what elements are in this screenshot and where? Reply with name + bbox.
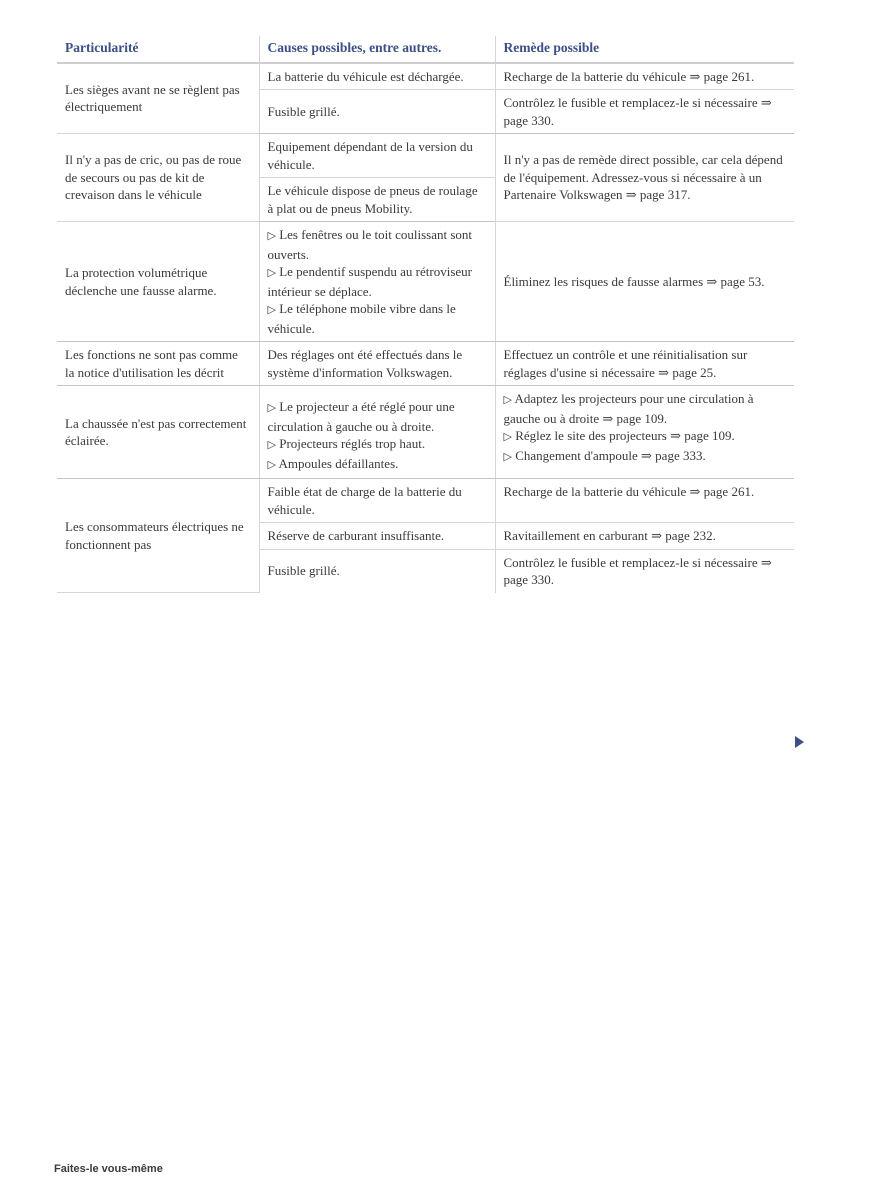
table-row (57, 479, 794, 523)
particularity-cell: Les sièges avant ne se règlent pas électriquement (57, 63, 259, 134)
remedy-cell: Contrôlez le fusible et remplacez-le si nécessaire ⇒ page 330. (495, 90, 794, 134)
table-row (57, 386, 794, 479)
table-row (57, 134, 794, 178)
remedy-cell: Recharge de la batterie du véhicule ⇒ page 261. (495, 63, 794, 90)
remedy-item: ▷ Réglez le site des projecteurs ⇒ page 109. (503, 428, 735, 443)
cause-cell: Faible état de charge de la batterie du véhicule. (259, 479, 495, 523)
remedy-item: ▷ Changement d'ampoule ⇒ page 333. (503, 447, 706, 463)
remedy-cell: Ravitaillement en carburant ⇒ page 232. (495, 523, 794, 550)
particularity-cell: Les fonctions ne sont pas comme la notice d'utilisation les décrit (57, 342, 259, 386)
table-header-row (57, 36, 794, 63)
cause-item: ▷ Le téléphone mobile vibre dans le véhicule. (267, 301, 456, 336)
table-row (57, 342, 794, 386)
remedy-cell (495, 386, 794, 479)
triangle-bullet-icon: ▷ (267, 267, 276, 279)
cause-cell: Fusible grillé. (259, 90, 495, 134)
triangle-bullet-icon: ▷ (267, 458, 276, 471)
cause-item: ▷ Le projecteur a été réglé pour une circulation à gauche ou à droite. (267, 399, 455, 434)
page-footer: Faites-le vous-même (54, 1163, 163, 1175)
remedy-cell: Contrôlez le fusible et remplacez-le si nécessaire ⇒ page 330. (495, 549, 794, 593)
header-remede: Remède possible (495, 36, 794, 63)
triangle-bullet-icon: ▷ (267, 230, 276, 242)
remedy-cell: Éliminez les risques de fausse alarmes ⇒ page 53. (495, 222, 794, 342)
cause-cell: Réserve de carburant insuffisante. (259, 523, 495, 550)
triangle-bullet-icon: ▷ (267, 402, 276, 414)
particularity-cell: La chaussée n'est pas correctement éclairée. (57, 386, 259, 479)
cause-cell: Equipement dépendant de la version du véhicule. (259, 134, 495, 178)
cause-cell: Des réglages ont été effectués dans le système d'information Volkswagen. (259, 342, 495, 386)
remedy-cell: Effectuez un contrôle et une réinitialisation sur réglages d'usine si nécessaire ⇒ page 25. (495, 342, 794, 386)
cause-item: ▷ Ampoules défaillantes. (267, 455, 399, 471)
table-row (57, 222, 794, 342)
header-particularite: Particularité (57, 36, 259, 63)
triangle-bullet-icon: ▷ (503, 394, 512, 406)
cause-cell (259, 386, 495, 479)
cause-cell: Le véhicule dispose de pneus de roulage à plat ou de pneus Mobility. (259, 178, 495, 222)
particularity-cell: La protection volumétrique déclenche une fausse alarme. (57, 222, 259, 342)
next-page-arrow-icon (795, 736, 804, 748)
remedy-cell: Recharge de la batterie du véhicule ⇒ page 261. (495, 479, 794, 523)
header-causes: Causes possibles, entre autres. (259, 36, 495, 63)
particularity-cell: Il n'y a pas de cric, ou pas de roue de secours ou pas de kit de crevaison dans le véhicule (57, 134, 259, 222)
triangle-bullet-icon: ▷ (267, 439, 276, 451)
triangle-bullet-icon: ▷ (267, 304, 276, 316)
cause-item: ▷ Les fenêtres ou le toit coulissant sont ouverts. (267, 227, 473, 262)
remedy-cell: Il n'y a pas de remède direct possible, car cela dépend de l'équipement. Adressez-vous si nécessaire à un Partenaire Volkswagen ⇒ page 317. (495, 134, 794, 222)
triangle-bullet-icon: ▷ (503, 431, 512, 443)
triangle-bullet-icon: ▷ (503, 450, 512, 463)
cause-item: ▷ Projecteurs réglés trop haut. (267, 436, 426, 451)
cause-cell (259, 222, 495, 342)
cause-cell: La batterie du véhicule est déchargée. (259, 63, 495, 90)
cause-cell: Fusible grillé. (259, 549, 495, 593)
particularity-cell: Les consommateurs électriques ne fonctionnent pas (57, 479, 259, 593)
remedy-item: ▷ Adaptez les projecteurs pour une circulation à gauche ou à droite ⇒ page 109. (503, 391, 754, 426)
troubleshooting-table (57, 36, 794, 593)
cause-item: ▷ Le pendentif suspendu au rétroviseur intérieur se déplace. (267, 264, 472, 299)
table-row (57, 63, 794, 90)
